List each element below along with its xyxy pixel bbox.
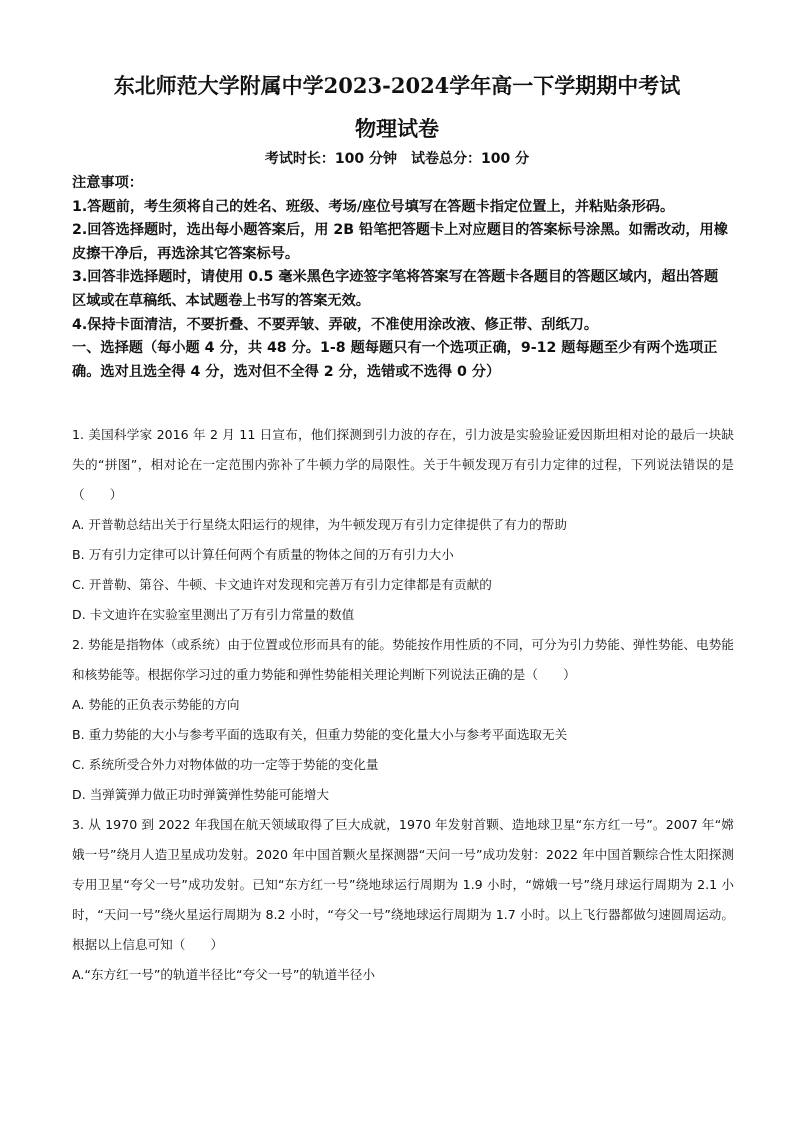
notes-block xyxy=(72,172,732,384)
question-stem: 3. 从 1970 到 2022 年我国在航天领域取得了巨大成就，1970 年发射首颗、造地球卫星“东方红一号”。2007 年“嫦娥一号”绕月人造卫星成功发射。2020 年中国首颗火星探测器“天问一号”成功发射：2022 年中国首颗综合性太阳探测专用卫星“夸父一号”成功发射。已知“东方红一号”绕地球运行周期为 1.9 小时，“嫦娥一号”绕月球运行周期为 2.1 小时，“天问一号”绕火星运行周期为 8.2 小时，“夸父一号”绕地球运行周期为 1.7 小时。以上飞行器都做匀速圆周运动。根据以上信息可知（ ） xyxy=(72,817,734,952)
question-option: C. 开普勒、第谷、牛顿、卡文迪许对发现和完善万有引力定律都是有贡献的 xyxy=(72,577,492,592)
note-item: 3.回答非选择题时，请使用 0.5 毫米黑色字迹签字笔将答案写在答题卡各题目的答题区域内，超出答题区域或在草稿纸、本试题卷上书写的答案无效。 xyxy=(72,269,719,309)
question-option: A.“东方红一号”的轨道半径比“夸父一号”的轨道半径小 xyxy=(72,967,375,982)
exam-info: 考试时长：100 分钟 试卷总分：100 分 xyxy=(264,151,530,167)
notes-heading: 注意事项： xyxy=(72,175,143,191)
question-option: C. 系统所受合外力对物体做的功一定等于势能的变化量 xyxy=(72,757,379,772)
question-option: A. 势能的正负表示势能的方向 xyxy=(72,697,240,712)
question-option: B. 万有引力定律可以计算任何两个有质量的物体之间的万有引力大小 xyxy=(72,547,454,562)
section-heading: 一、选择题（每小题 4 分，共 48 分。1-8 题每题只有一个选项正确，9-12 题每题至少有两个选项正确。选对且选全得 4 分，选对但不全得 2 分，选错或不选得 0 分） xyxy=(72,340,718,380)
note-item: 1.答题前，考生须将自己的姓名、班级、考场/座位号填写在答题卡指定位置上，并粘贴条形码。 xyxy=(72,198,675,215)
question-stem: 1. 美国科学家 2016 年 2 月 11 日宣布，他们探测到引力波的存在，引力波是实验验证爱因斯坦相对论的最后一块缺失的“拼图”，相对论在一定范围内弥补了牛顿力学的局限性。关于牛顿发现万有引力定律的过程，下列说法错误的是（ ） xyxy=(72,427,734,502)
question-option: A. 开普勒总结出关于行星绕太阳运行的规律，为牛顿发现万有引力定律提供了有力的帮助 xyxy=(72,517,567,532)
question-stem: 2. 势能是指物体（或系统）由于位置或位形而具有的能。势能按作用性质的不同，可分为引力势能、弹性势能、电势能和核势能等。根据你学习过的重力势能和弹性势能相关理论判断下列说法正确的是（ ） xyxy=(72,637,734,682)
exam-subtitle: 物理试卷 xyxy=(355,116,439,141)
question-option: B. 重力势能的大小与参考平面的选取有关，但重力势能的变化量大小与参考平面选取无关 xyxy=(72,727,568,742)
note-item: 4.保持卡面清洁，不要折叠、不要弄皱、弄破，不准使用涂改液、修正带、刮纸刀。 xyxy=(72,316,599,333)
exam-title: 东北师范大学附属中学2023-2024学年高一下学期期中考试 xyxy=(113,73,681,98)
note-item: 2.回答选择题时，选出每小题答案后，用 2B 铅笔把答题卡上对应题目的答案标号涂黑。如需改动，用橡皮擦干净后，再选涂其它答案标号。 xyxy=(72,222,728,262)
question-option: D. 卡文迪许在实验室里测出了万有引力常量的数值 xyxy=(72,607,355,622)
questions-block xyxy=(72,420,734,990)
question-option: D. 当弹簧弹力做正功时弹簧弹性势能可能增大 xyxy=(72,787,329,802)
